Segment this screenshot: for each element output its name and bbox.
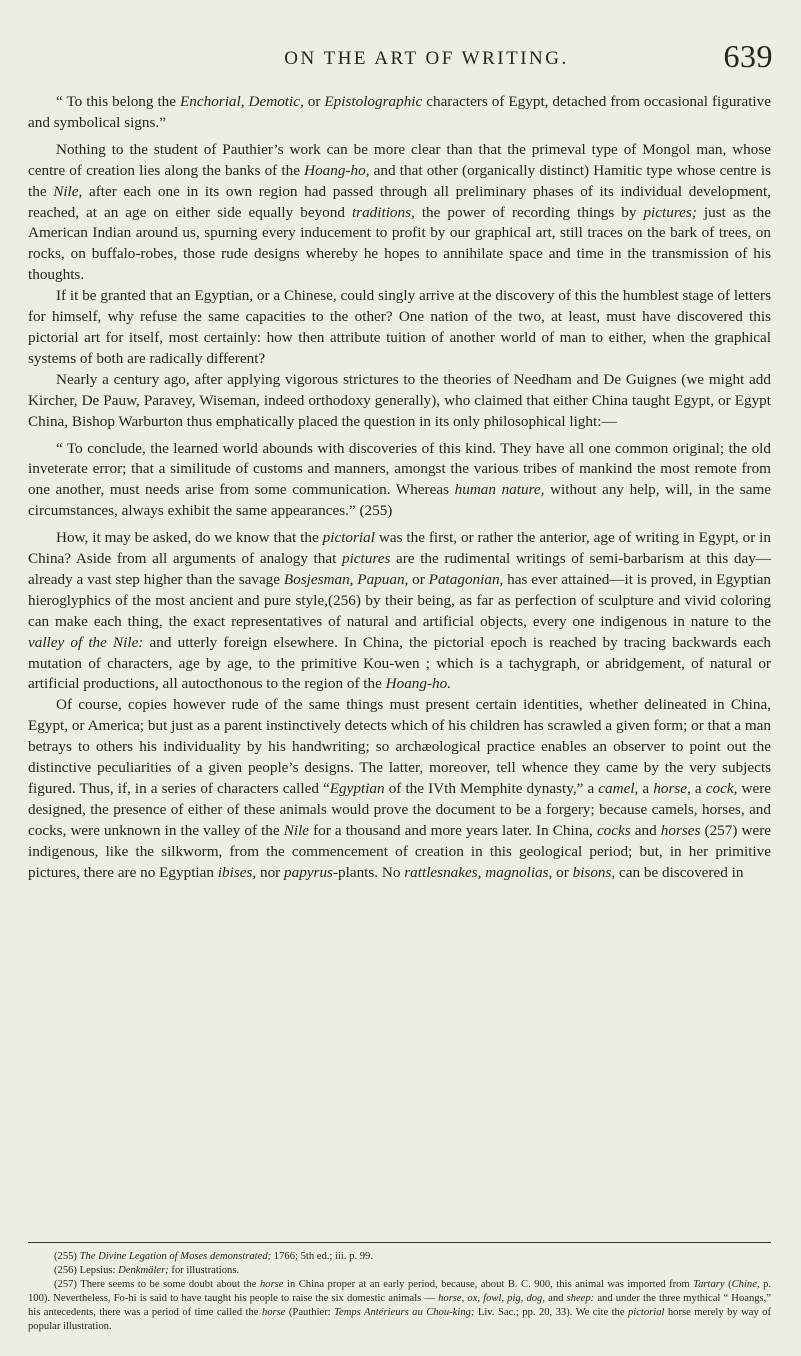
text-run: and <box>545 1293 567 1304</box>
text-run: the power of recording things by <box>414 203 644 221</box>
text-run: were designed, the presence of either of these animals would prove the document to be a forgery; because camels, horses, and cocks, were unknown in the valley of the <box>28 780 771 839</box>
italic-text: ibises, <box>217 863 257 881</box>
italic-text: Hoang-ho. <box>385 675 452 693</box>
italic-text: Egyptian <box>329 780 385 797</box>
italic-text: pictures <box>341 550 391 568</box>
text-run: p. 100). Nevertheless, Fo-hi is said to have taught his people to raise the six domestic animals — <box>28 1279 772 1304</box>
footnote-rule <box>28 1242 771 1243</box>
italic-text: Temps Antérieurs au Chou-king; <box>334 1307 475 1318</box>
text-run: and under the three mythical “ Hoangs,” his antecedents, there was a period of time called the <box>28 1293 772 1318</box>
paragraph <box>28 528 771 695</box>
text-run: horse merely by way of popular illustration. <box>28 1307 772 1332</box>
text-run: or <box>303 93 325 110</box>
italic-text: traditions, <box>351 203 415 221</box>
paragraph <box>28 286 771 370</box>
italic-text: Bosjesman, Papuan, <box>283 570 409 588</box>
text-run: (Pauthier: <box>285 1307 335 1318</box>
text-run: (255) <box>54 1251 80 1262</box>
text-run: or <box>552 863 573 881</box>
text-run: and that other (organically distinct) Hamitic type whose centre is the <box>28 161 771 200</box>
text-run: are the rudimental writings of semi-barbarism at this day—already a vast step higher than the savage <box>28 550 771 588</box>
text-run: was the first, or rather the anterior, age of writing in Egypt, or in China? Aside from all arguments of analogy that <box>28 529 771 568</box>
text-run: without any help, will, in the same circumstances, always exhibit the same appearances.” (255) <box>28 481 771 520</box>
text-run: How, it may be asked, do we know that the <box>56 529 323 547</box>
text-run: or <box>408 570 429 588</box>
italic-text: sheep: <box>566 1293 595 1304</box>
text-run: has ever attained—it is proved, in Egyptian hieroglyphics of the most ancient and pure style,(256) by their being, as far as perfection of sculpture and vivid coloring can make each thing, the exact representatives of natural and artificial objects, every one indigenous in nature to the <box>28 570 771 630</box>
footnote <box>28 1278 771 1334</box>
text-run: just as the American Indian around us, spurning every inducement to profit by our graphical art, still traces on the bark of trees, on rocks, on buffalo-robes, those rude designs whereby he hopes to annihilate space and time in the transmission of his thoughts. <box>28 203 772 284</box>
text-run: Liv. Sac.; pp. 20, 33). We cite the <box>474 1307 628 1318</box>
italic-text: cocks <box>596 821 631 839</box>
text-run: nor <box>256 863 285 881</box>
italic-text: human nature, <box>454 481 545 499</box>
italic-text: pictorial <box>322 529 375 547</box>
text-run: a <box>638 780 654 797</box>
italic-text: horse, <box>653 780 691 797</box>
text-run: after each one in its own region had passed through all preliminary phases of its individual development, reached, at an age on either side equally beyond <box>28 182 771 221</box>
page-header <box>80 38 773 84</box>
italic-text: valley of the Nile: <box>28 633 144 651</box>
text-run: Nearly a century ago, after applying vigorous strictures to the theories of Needham and De Guignes (we might add Kircher, De Pauw, Paravey, Wiseman, indeed orthodoxy generally), who claimed that either China taught Egypt, or Egypt China, Bishop Warburton thus emphatically placed the question in its only philosophical light:— <box>28 370 771 430</box>
italic-text: rattlesnakes, magnolias, <box>404 863 553 881</box>
italic-text: Nile <box>283 821 310 839</box>
paragraph <box>28 695 771 883</box>
text-run: -plants. No <box>332 863 405 881</box>
text-run: (257) There seems to be some doubt about the <box>54 1279 260 1290</box>
text-run: ( <box>724 1279 732 1290</box>
italic-text: Patagonian, <box>428 570 504 588</box>
text-run: for a thousand and more years later. In China, <box>309 821 597 839</box>
italic-text: camel, <box>598 780 639 797</box>
text-run: characters of Egypt, detached from occasional figurative and symbolical signs.” <box>28 93 771 131</box>
italic-text: The Divine Legation of Moses demonstrated; <box>79 1251 272 1262</box>
italic-text: Chine, <box>731 1279 760 1290</box>
italic-text: Enchorial, Demotic, <box>180 93 304 110</box>
italic-text: Epistolographic <box>324 93 423 110</box>
italic-text: horse <box>259 1279 284 1290</box>
text-run: (257) were indigenous, like the silkworm, from the commencement of creation in this geological period; but, in her primitive pictures, there are no Egyptian <box>28 821 771 881</box>
text-run: (256) Lepsius: <box>54 1265 119 1276</box>
paragraph <box>28 370 771 433</box>
text-run: of the IVth Memphite dynasty,” a <box>384 780 599 797</box>
italic-text: horses <box>660 821 701 839</box>
paragraph <box>28 439 771 523</box>
footnotes <box>28 1250 771 1334</box>
italic-text: horse, ox, fowl, pig, dog, <box>438 1293 546 1304</box>
italic-text: papyrus <box>284 863 333 881</box>
text-run: a <box>690 780 706 797</box>
italic-text: cock, <box>705 780 738 797</box>
text-run: and <box>630 821 661 839</box>
italic-text: pictures; <box>643 203 697 221</box>
text-run: Of course, copies however rude of the same things must present certain identities, whether delineated in China, Egypt, or America; but just as a parent instinctively detects which of his children has scrawled a given form; or that a man betrays to others his individuality by his handwriting; so archæological practice enables an observer to point out the distinctive peculiarities of a given people’s designs. The latter, moreover, tell whence they came by the very subjects figured. Thus, if, in a series of characters called “ <box>28 696 771 797</box>
footnote <box>28 1250 771 1264</box>
text-run: “ To this belong the <box>56 93 180 110</box>
body-text <box>28 92 771 884</box>
italic-text: Hoang-ho, <box>304 161 370 179</box>
text-run: for illustrations. <box>168 1265 240 1276</box>
italic-text: Denkmäler; <box>118 1265 169 1276</box>
text-run: If it be granted that an Egyptian, or a Chinese, could singly arrive at the discovery of this the humblest stage of letters for himself, why refuse the same capacities to the other? One nation of the two, at least, must have discovered this pictorial art for itself, most certainly: how then attribute tuition of another world of man to either, when the graphical systems of both are radically different? <box>28 287 771 367</box>
italic-text: horse <box>261 1307 286 1318</box>
footnote <box>28 1264 771 1278</box>
italic-text: bisons, <box>572 863 616 881</box>
text-run: “ To conclude, the learned world abounds with discoveries of this kind. They have all one common original; the old inveterate error; that a similitude of customs and manners, amongst the various tribes of mankind the most remote from one another, must needs arise from some communication. Whereas <box>28 439 771 499</box>
text-run: Nothing to the student of Pauthier’s work can be more clear than that the primeval type of Mongol man, whose centre of creation lies along the banks of the <box>28 140 771 179</box>
text-run: 1766; 5th ed.; iii. p. 99. <box>271 1251 373 1262</box>
italic-text: Tartary <box>693 1279 725 1290</box>
text-run: can be discovered in <box>615 863 744 881</box>
running-title: ON THE ART OF WRITING. <box>284 48 569 69</box>
text-run: in China proper at an early period, because, about B. C. 900, this animal was imported from <box>283 1279 694 1290</box>
page-number: 639 <box>723 38 773 74</box>
paragraph <box>28 92 771 134</box>
paragraph <box>28 140 771 286</box>
italic-text: pictorial <box>627 1307 665 1318</box>
italic-text: Nile, <box>53 182 83 200</box>
text-run: and utterly foreign elsewhere. In China, the pictorial epoch is reached by tracing backwards each mutation of characters, age by age, to the primitive Kou-wen ; which is a tachygraph, or abridgement, of natural or artificial productions, all autocthonous to the region of the <box>28 633 771 693</box>
